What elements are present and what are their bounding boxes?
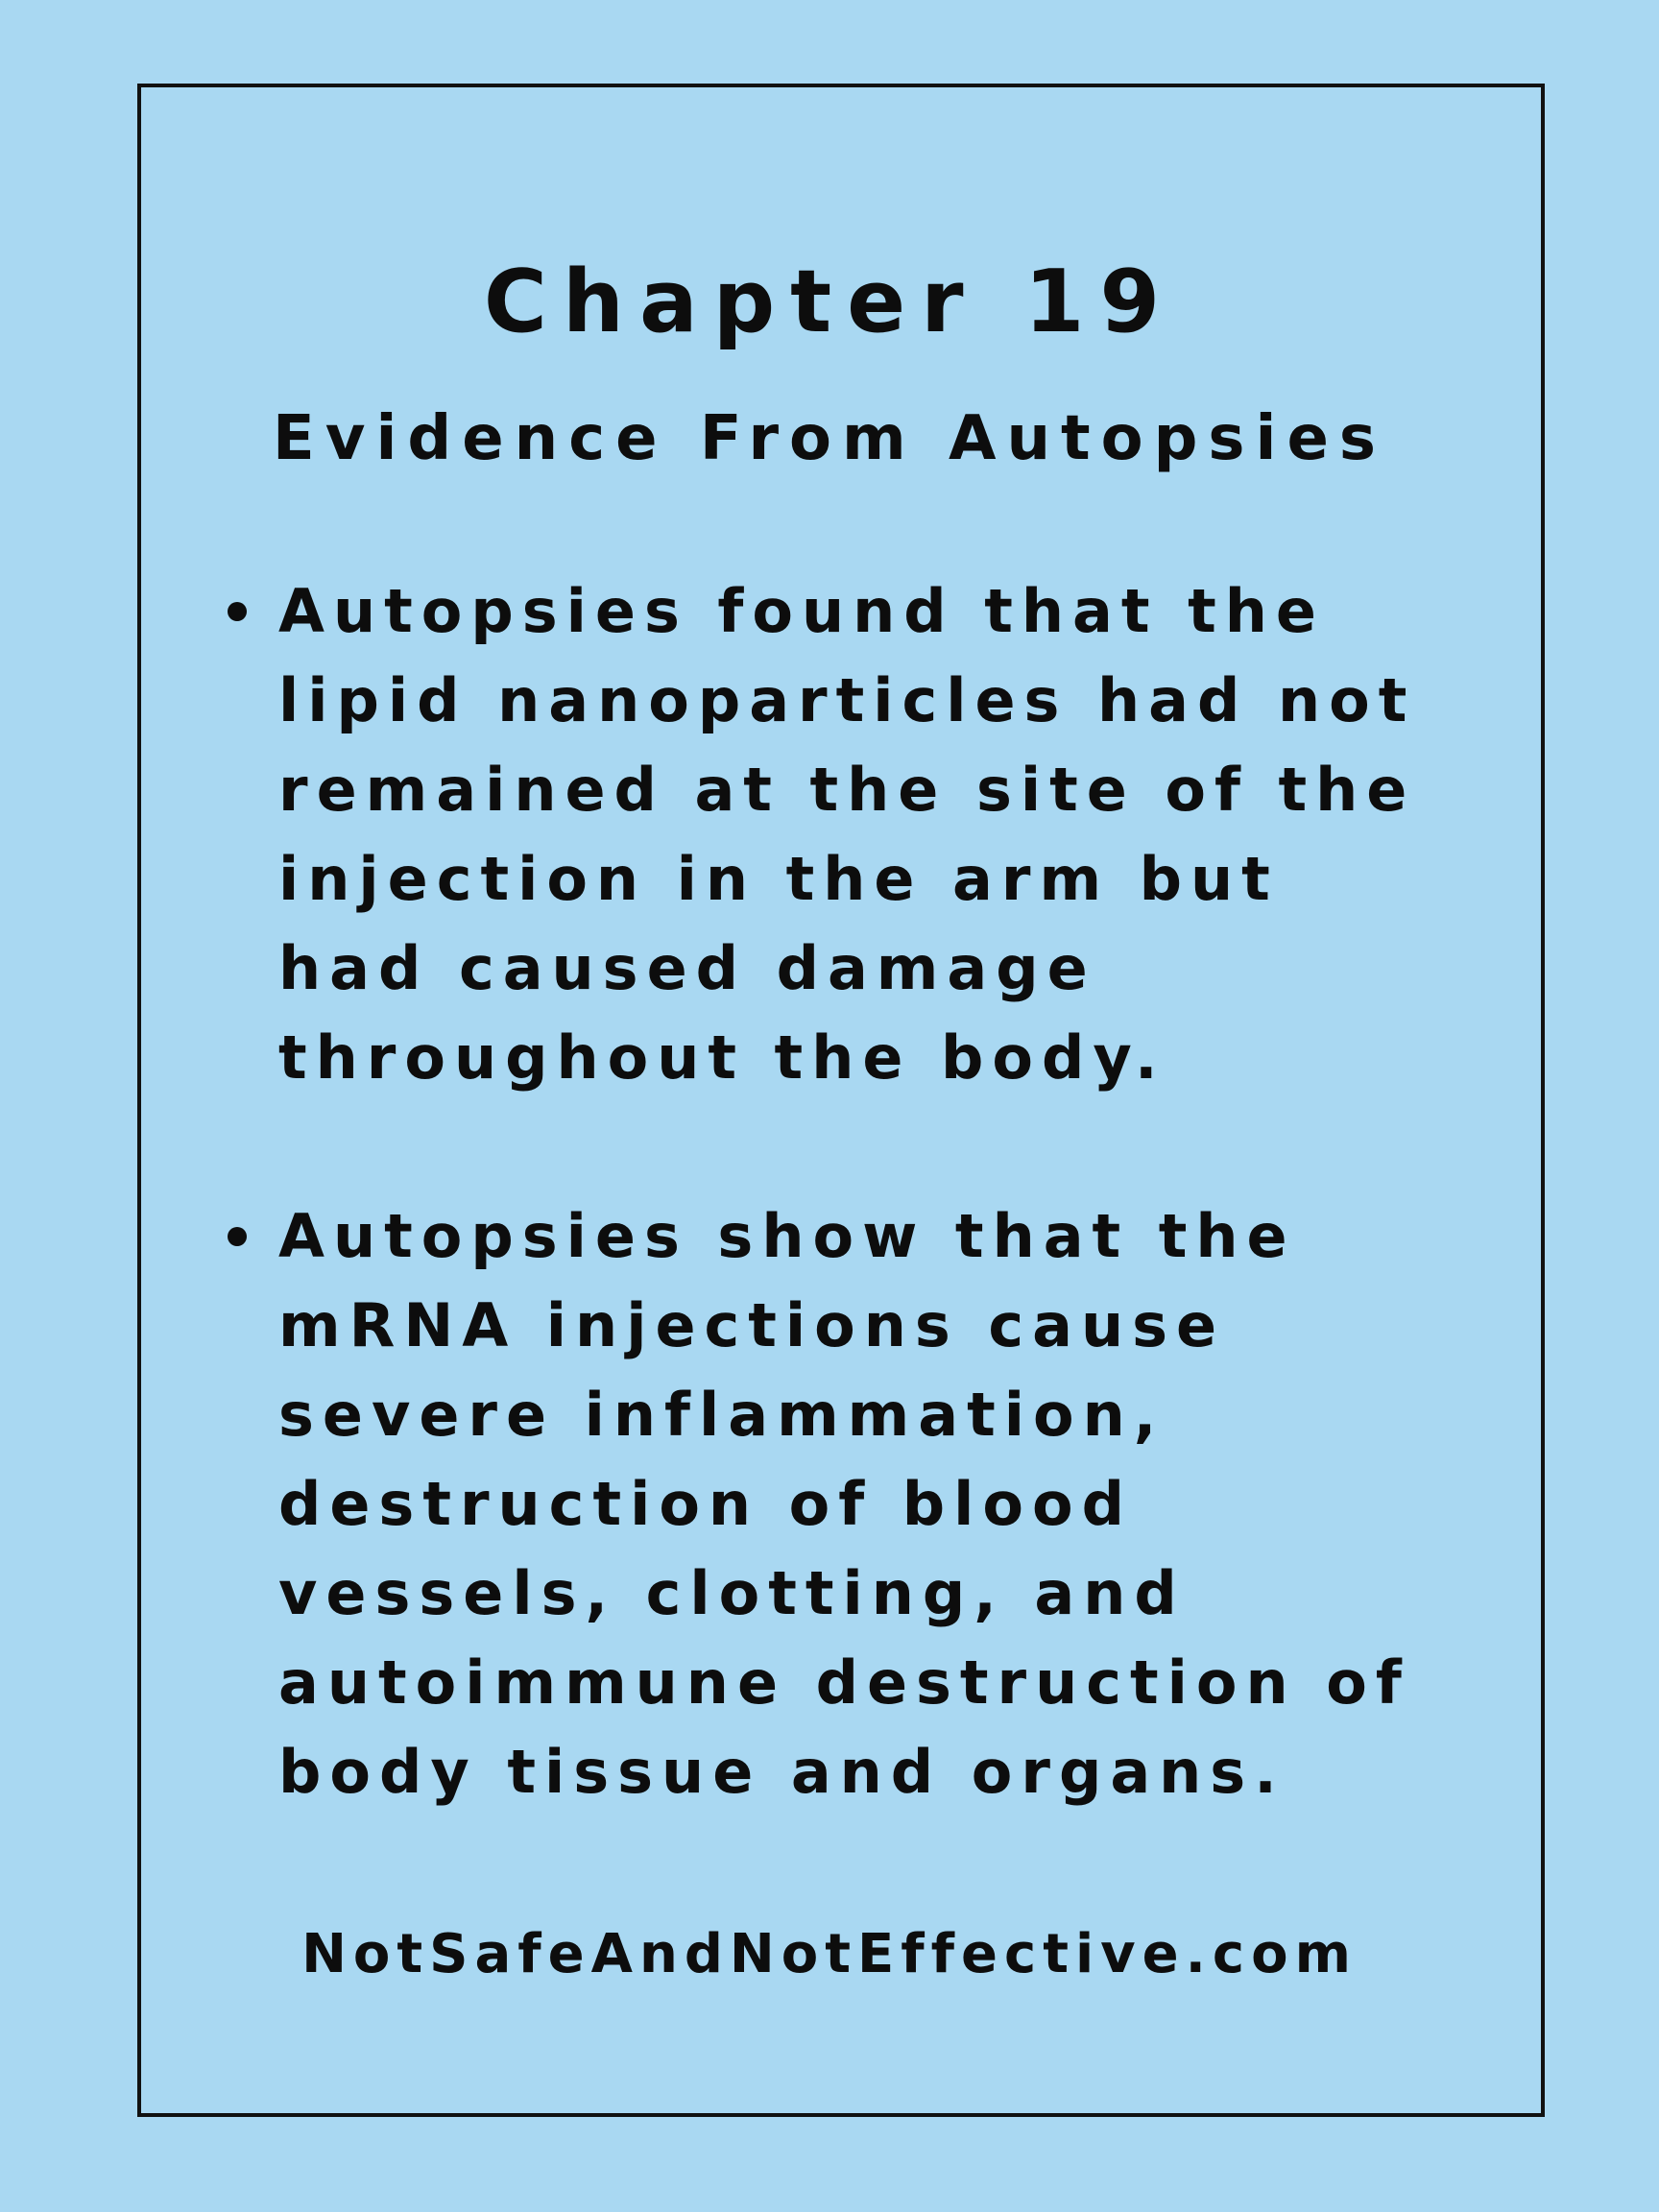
bullet-list (224, 566, 1510, 1816)
bullet-line: mRNA injections cause (278, 1290, 1226, 1360)
bullet-line: lipid nanoparticles had not (278, 665, 1416, 735)
bullet-line: had caused damage (278, 933, 1096, 1003)
bullet-item-2 (224, 1191, 1510, 1816)
bullet-item-1 (224, 566, 1510, 1102)
bullet-dot-icon (228, 602, 247, 621)
chapter-title: Chapter 19 (483, 252, 1176, 352)
bullet-line: vessels, clotting, and (278, 1558, 1186, 1628)
bullet-line: injection in the arm but (278, 844, 1279, 914)
chapter-subtitle: Evidence From Autopsies (273, 403, 1386, 474)
bullet-line: throughout the body. (278, 1022, 1166, 1093)
bullet-line: body tissue and organs. (278, 1737, 1286, 1807)
bullet-line: autoimmune destruction of (278, 1647, 1410, 1718)
bullet-line: severe inflammation, (278, 1380, 1166, 1450)
bullet-line: Autopsies found that the (278, 576, 1325, 646)
bullet-dot-icon (228, 1227, 247, 1246)
bullet-line: Autopsies show that the (278, 1201, 1296, 1271)
bullet-line: remained at the site of the (278, 755, 1416, 825)
website-footer: NotSafeAndNotEffective.com (301, 1923, 1358, 1985)
bullet-line: destruction of blood (278, 1469, 1134, 1539)
